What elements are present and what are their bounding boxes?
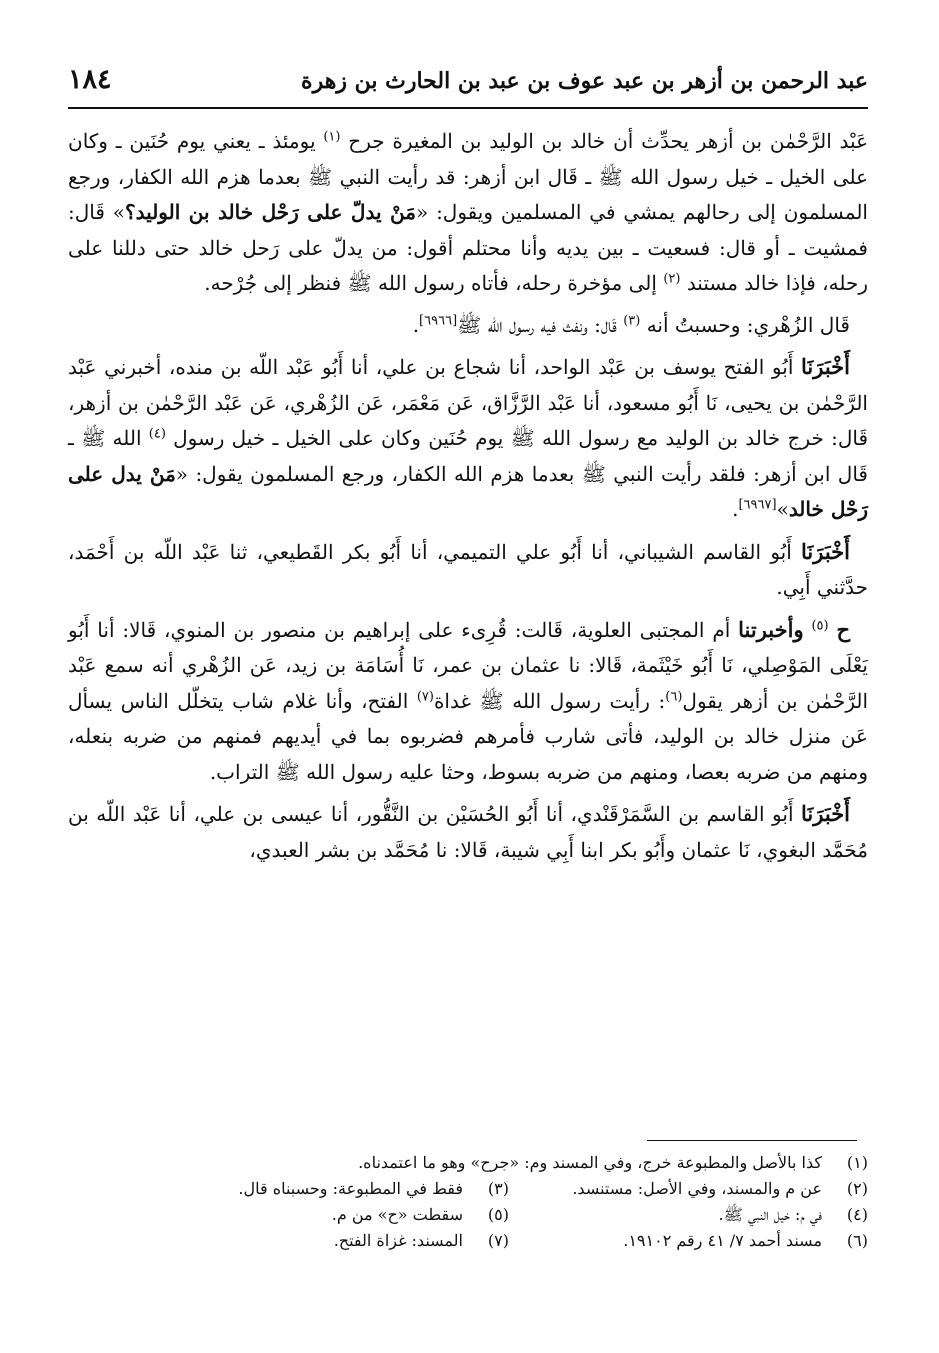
footnote-row	[150, 1228, 868, 1254]
header-divider	[68, 107, 868, 109]
hadith-number: [٦٩٦٦]	[419, 312, 458, 328]
text-span: قَال الزُهْري: وحسبتُ أنه	[646, 312, 850, 337]
footnotes	[150, 1150, 868, 1254]
ha-symbol: ح	[836, 616, 851, 642]
text-span: : رأيت رسول الله ﷺ غداة	[433, 688, 666, 713]
paragraph-6	[68, 796, 868, 868]
footnote-ref-3: (٣)	[623, 312, 641, 328]
footnote-number: (٧)	[487, 1231, 509, 1250]
paragraph-2: قَال الزُهْري: وحسبتُ أنه $^{(٣)}$ قَال: ونفث فيه رسول الله ﷺ[٦٩٦٦].	[412, 312, 850, 337]
footnote-text: مسند أحمد ٧/ ٤١ رقم ١٩١٠٢.	[623, 1231, 822, 1250]
text-span: أم المجتبى العلوية، قَالت: قُرِىء على إبراهيم بن منصور بن المنوي، قَالا: أنا أَبُو يَعْلَى المَوْصِلي، نَا أَبُو خَيْثَمة، قَالا: نا عثمان بن عمر، نَا أُسَامَة بن زيد، عَن الزُهْري أنه سمع عَبْد الرَّحْمٰن بن أزهر يقول	[68, 617, 869, 713]
footnote-2	[509, 1176, 868, 1202]
isnad-keyword: أَخْبَرَنَا	[801, 538, 850, 564]
isnad-keyword: أَخْبَرَنَا	[801, 354, 850, 379]
text-span: قَال: ونفث فيه رسول الله ﷺ	[457, 312, 617, 337]
footnote-ref-2: (٢)	[663, 271, 681, 287]
footnote-text: كذا بالأصل والمطبوعة خرج، وفي المسند وم: «جرح» وهو ما اعتمدناه.	[358, 1153, 822, 1172]
footnote-number: (٦)	[846, 1231, 868, 1250]
footnote-number: (٣)	[487, 1179, 509, 1198]
isnad-keyword: أَخْبَرَنَا	[801, 801, 851, 826]
footnote-number: (٥)	[487, 1205, 509, 1224]
footnote-text: في م: خيل النبي ﷺ.	[718, 1205, 822, 1224]
header-title: عبد الرحمن بن أزهر بن عبد عوف بن عبد بن الحارث بن زهرة	[301, 68, 868, 94]
text-span: عَبْد الرَّحْمٰن بن أزهر يحدِّث أن خالد بن الوليد بن المغيرة جرح	[348, 129, 869, 153]
footnote-ref-1: (١)	[323, 129, 341, 145]
text-span: » قَال: فمشيت ـ أو قال: فسعيت ـ بين يديه وأنا محتلم أقول: من يدلّ على رَحل خالد حتى دللنا على رحله، فإذا خالد مستند	[68, 200, 868, 295]
footnote-text: سقطت «ح» من م.	[331, 1205, 463, 1224]
quoted-bold: مَنْ يدلّ على رَحْل خالد بن الوليد؟	[125, 200, 416, 224]
running-header	[68, 64, 868, 104]
footnote-row	[150, 1176, 868, 1202]
footnote-number: (٤)	[846, 1205, 868, 1224]
footnote-4	[509, 1202, 868, 1228]
footnote-number: (١)	[846, 1153, 868, 1172]
isnad-keyword: وأخبرتنا	[738, 616, 804, 642]
footnote-divider	[647, 1140, 857, 1141]
paragraph-5	[68, 612, 868, 791]
footnote-1	[150, 1150, 868, 1176]
footnote-ref-5: (٥)	[811, 617, 829, 633]
text-span: إلى مؤخرة رحله، فأتاه رسول الله ﷺ فنظر إلى جُرْحه.	[204, 271, 657, 295]
footnote-row	[150, 1150, 868, 1176]
hadith-number: [٦٩٦٧]	[738, 497, 777, 513]
footnote-ref-6: (٦)	[665, 688, 683, 704]
footnote-5	[150, 1202, 509, 1228]
footnote-text: المسند: غزاة الفتح.	[333, 1231, 463, 1250]
text-span: الله ﷺ ـ قَال ابن أزهر: فلقد رأيت النبي ﷺ بعدما هزم الله الكفار، ورجع المسلمون يقول: «	[68, 426, 868, 486]
text-span: الفتح، وأنا غلام شاب يتخلّل الناس يسأل عَن منزل خالد بن الوليد، فأتى شارب فأمرهم فضربوه بما في أيديهم فمنهم من ضربه بنعله، ومنهم من ضربه بعصا، ومنهم من ضربه بسوط، وحثا عليه رسول الله ﷺ التراب.	[68, 688, 868, 784]
footnote-number: (٢)	[846, 1179, 868, 1198]
footnote-text: عن م والمسند، وفي الأصل: مستنسد.	[572, 1179, 822, 1198]
footnote-text: فقط في المطبوعة: وحسبناه قال.	[238, 1179, 463, 1198]
main-text	[68, 124, 868, 874]
paragraph-1	[68, 124, 868, 302]
text-span: أَبُو الفتح يوسف بن عَبْد الواحد، أنا شجاع بن علي، أنا أَبُو عَبْد اللّه بن منده، أخبرني عَبْد الرَّحْمٰن بن يحيى، نَا أَبُو مسعود، أنا عَبْد الرَّزَّاق، عَن مَعْمَر، عَن الزُهْري، عَن عَبْد الرَّحْمٰن بن أزهر، قَال: خرج خالد بن الوليد مع رسول الله ﷺ يوم حُنَين وكان على الخيل ـ خيل رسول	[68, 355, 869, 450]
footnote-row	[150, 1202, 868, 1228]
footnote-ref-7: (٧)	[416, 688, 434, 704]
footnote-7	[150, 1228, 509, 1254]
paragraph-4	[68, 534, 868, 606]
text-span: يومئذ ـ يعني يوم حُنَين ـ وكان على الخيل ـ خيل رسول الله ﷺ ـ قَال ابن أزهر: قد رأيت النبي ﷺ بعدما هزم الله الكفار، ورجع المسلمون إلى رحالهم يمشي في المسلمين ويقول: «	[68, 129, 868, 224]
footnote-3	[150, 1176, 509, 1202]
quoted-bold: مَنْ يدل على رَحْل خالد	[68, 461, 868, 521]
paragraph-3: أَخْبَرَنَا أَبُو الفتح يوسف بن عَبْد الواحد، أنا شجاع بن علي، أنا أَبُو عَبْد اللّه بن منده، أخبرني عَبْد الرَّحْمٰن بن يحيى، نَا أَبُو مسعود، أنا عَبْد الرَّزَّاق، عَن مَعْمَر، عَن الزُهْري، عَن عَبْد الرَّحْمٰن بن أزهر، قَال: خرج خالد بن الوليد مع رسول الله ﷺ يوم حُنَين وكان على الخيل ـ خيل رسول $^{(٤)}$ الله ﷺ ـ قَال ابن أزهر: فلقد رأيت النبي ﷺ بعدما هزم الله الكفار، ورجع المسلمون يقول: «مَنْ يدل على رَحْل خالد»[٦٩٦٧].	[68, 354, 869, 521]
text-span: أَبُو القاسم الشيباني، أنا أَبُو علي التميمي، أنا أَبُو بكر القَطيعي، ثنا عَبْد اللّه بن أَحْمَد، حدَّثني أَبِي.	[68, 539, 868, 599]
text-span: »	[776, 497, 789, 521]
footnote-6	[509, 1228, 868, 1254]
text-span: أَبُو القاسم بن السَّمَرْقَنْدي، أنا أَبُو الحُسَيْن بن النَّقُّور، أنا عيسى بن علي، أنا عَبْد اللّه بن مُحَمَّد البغوي، نَا عثمان وأَبُو بكر ابنا أَبِي شيبة، قَالا: نا مُحَمَّد بن بشر العبدي،	[68, 802, 868, 862]
page-number: ١٨٤	[68, 64, 112, 95]
footnote-ref-4: (٤)	[148, 426, 166, 442]
